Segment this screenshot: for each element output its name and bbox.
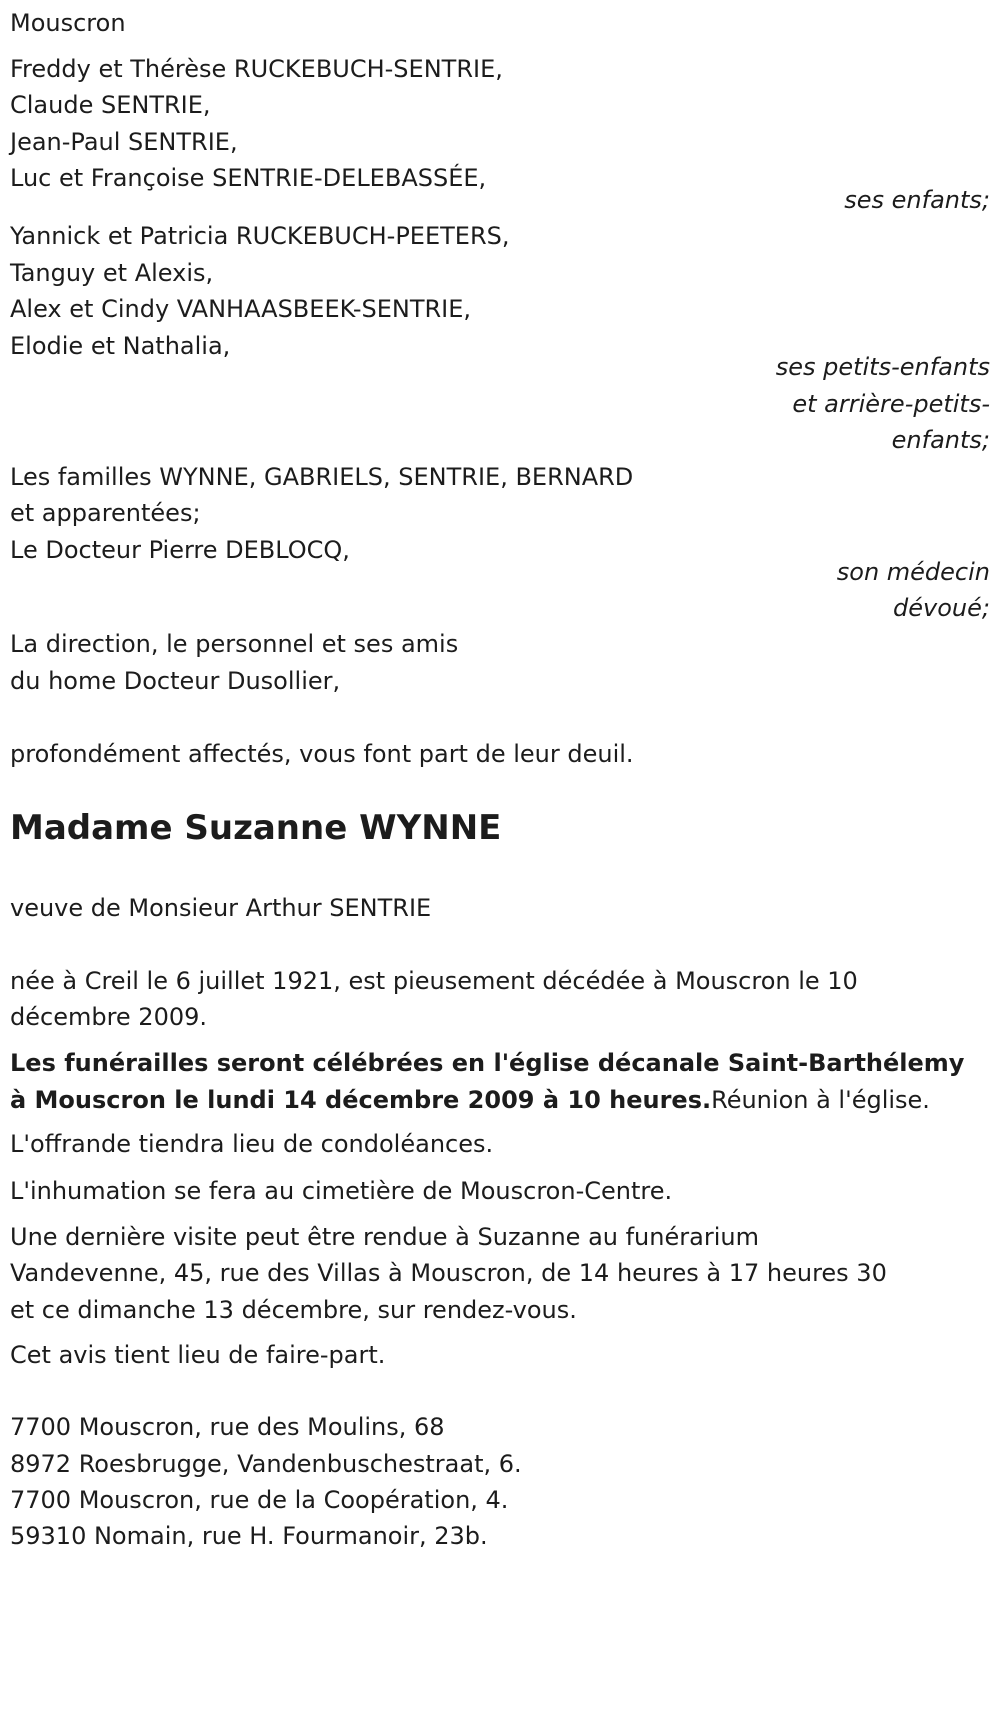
deceased-name: Madame Suzanne WYNNE (10, 808, 502, 848)
address-line: 7700 Mouscron, rue des Moulins, 68 (10, 1413, 445, 1441)
funeral-line-1: Les funérailles seront célébrées en l'église décanale Saint-Barthélemy (10, 1049, 965, 1077)
child-line: Claude SENTRIE, (10, 91, 211, 119)
doctor-line: Le Docteur Pierre DEBLOCQ, (10, 536, 350, 564)
birth-death-line: décembre 2009. (10, 1003, 208, 1031)
grandchildren-label: ses petits-enfants (775, 353, 990, 381)
visit-line: et ce dimanche 13 décembre, sur rendez-vous. (10, 1296, 577, 1324)
home-line: La direction, le personnel et ses amis (10, 630, 459, 658)
visit-line: Vandevenne, 45, rue des Villas à Mouscron, de 14 heures à 17 heures 30 (10, 1259, 887, 1287)
funeral-line-2 (10, 1085, 930, 1115)
child-line: Freddy et Thérèse RUCKEBUCH-SENTRIE, (10, 55, 503, 83)
location-heading: Mouscron (10, 9, 126, 37)
grandchildren-label: et arrière-petits- (792, 390, 990, 418)
grandchild-line: Yannick et Patricia RUCKEBUCH-PEETERS, (10, 222, 510, 250)
address-line: 7700 Mouscron, rue de la Coopération, 4. (10, 1486, 509, 1514)
announcement: profondément affectés, vous font part de leur deuil. (10, 740, 634, 768)
burial-line: L'inhumation se fera au cimetière de Mouscron-Centre. (10, 1177, 673, 1205)
widow-of: veuve de Monsieur Arthur SENTRIE (10, 894, 432, 922)
grandchild-line: Alex et Cindy VANHAASBEEK-SENTRIE, (10, 295, 472, 323)
doctor-label: dévoué; (893, 594, 990, 622)
birth-death-line: née à Creil le 6 juillet 1921, est pieusement décédée à Mouscron le 10 (10, 967, 858, 995)
address-line: 8972 Roesbrugge, Vandenbuschestraat, 6. (10, 1450, 522, 1478)
children-label: ses enfants; (844, 186, 990, 214)
funeral-bold-text: à Mouscron le lundi 14 décembre 2009 à 10 heures. (10, 1086, 712, 1114)
child-line: Jean-Paul SENTRIE, (10, 128, 238, 156)
families-line: et apparentées; (10, 499, 201, 527)
visit-line: Une dernière visite peut être rendue à Suzanne au funérarium (10, 1223, 759, 1251)
notice-line: Cet avis tient lieu de faire-part. (10, 1341, 386, 1369)
grandchild-line: Tanguy et Alexis, (10, 259, 214, 287)
child-line: Luc et Françoise SENTRIE-DELEBASSÉE, (10, 164, 487, 192)
grandchild-line: Elodie et Nathalia, (10, 332, 231, 360)
funeral-normal-text: Réunion à l'église. (711, 1086, 930, 1114)
home-line: du home Docteur Dusollier, (10, 667, 341, 695)
families-line: Les familles WYNNE, GABRIELS, SENTRIE, BERNARD (10, 463, 634, 491)
offering-line: L'offrande tiendra lieu de condoléances. (10, 1130, 494, 1158)
grandchildren-label: enfants; (891, 426, 990, 454)
address-line: 59310 Nomain, rue H. Fourmanoir, 23b. (10, 1522, 488, 1550)
doctor-label: son médecin (836, 558, 990, 586)
